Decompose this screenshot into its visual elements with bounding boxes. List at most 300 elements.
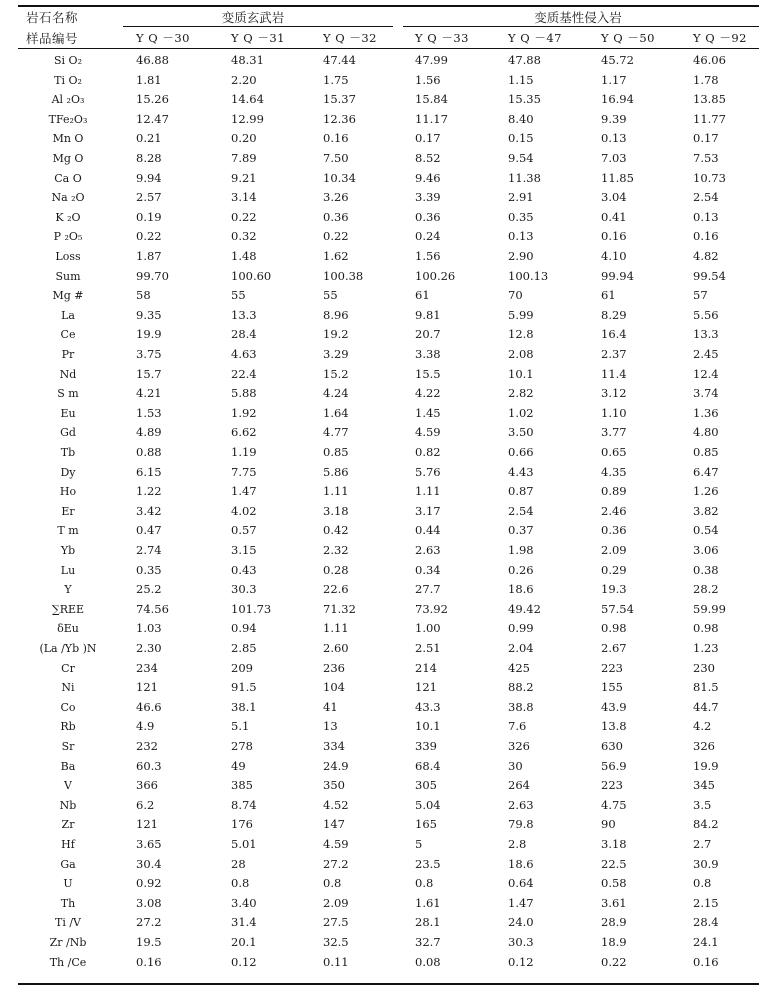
table-cell: 8.40 (508, 111, 534, 126)
table-cell: 30.4 (136, 856, 162, 871)
table-cell: 234 (136, 660, 158, 675)
table-cell: 0.26 (508, 562, 534, 577)
table-cell: 24.9 (323, 758, 349, 773)
table-cell: 6.62 (231, 425, 257, 440)
table-cell: 46.06 (693, 53, 726, 67)
table-cell: 4.75 (601, 797, 627, 812)
table-cell: 9.46 (415, 170, 441, 185)
table-cell: 2.08 (508, 347, 534, 361)
table-cell: 81.5 (693, 680, 719, 695)
table-cell: 0.16 (693, 229, 719, 244)
table-cell: 3.12 (601, 386, 627, 401)
table-cell: 0.88 (136, 445, 162, 459)
table-cell: 2.54 (508, 503, 534, 518)
table-cell: 0.29 (601, 562, 627, 577)
table-cell: 11.4 (601, 366, 627, 381)
row-label: TFe₂O₃ (48, 112, 88, 126)
table-cell: 1.75 (323, 72, 349, 87)
table-cell: 0.22 (323, 229, 349, 244)
table-cell: 0.87 (508, 484, 534, 499)
table-cell: 1.23 (693, 641, 719, 655)
table-cell: 2.7 (693, 837, 712, 851)
row-label: Na ₂O (51, 191, 85, 205)
table-cell: 12.8 (508, 327, 534, 342)
table-cell: 0.19 (136, 209, 162, 224)
table-cell: 2.54 (693, 190, 719, 205)
table-cell: 48.31 (231, 53, 264, 67)
table-cell: 3.08 (136, 895, 162, 910)
table-cell: 12.99 (231, 111, 264, 126)
table-cell: 6.15 (136, 464, 162, 479)
row-label: Tb (60, 446, 76, 459)
group-underline-1 (123, 26, 393, 27)
table-cell: 0.37 (508, 523, 534, 538)
table-cell: 44.7 (693, 699, 719, 714)
table-cell: 61 (601, 288, 616, 303)
table-cell: 1.81 (136, 72, 162, 87)
table-cell: 2.30 (136, 641, 162, 655)
table-cell: 4.21 (136, 386, 162, 401)
table-cell: 49.42 (508, 601, 541, 616)
table-cell: 0.36 (601, 523, 627, 538)
table-cell: 2.15 (693, 895, 719, 910)
table-cell: 1.87 (136, 249, 162, 263)
table-cell: 1.11 (415, 484, 441, 499)
row-label: T m (57, 524, 79, 538)
table-cell: 68.4 (415, 758, 441, 773)
table-cell: 0.98 (601, 621, 627, 636)
group-header-metabasalt: 变质玄武岩 (221, 10, 285, 25)
table-cell: 0.43 (231, 562, 257, 577)
table-cell: 24.0 (508, 915, 534, 930)
table-cell: 3.61 (601, 895, 627, 910)
table-cell: 27.7 (415, 582, 441, 597)
table-cell: 3.40 (231, 895, 257, 910)
table-cell: 3.26 (323, 190, 349, 205)
table-cell: 0.22 (136, 229, 162, 244)
table-cell: 100.60 (231, 268, 272, 283)
table-cell: 305 (415, 778, 437, 793)
table-cell: 0.13 (508, 229, 534, 244)
table-cell: 0.16 (136, 954, 162, 969)
table-cell: 4.9 (136, 719, 155, 734)
table-cell: 8.96 (323, 307, 349, 322)
row-label: Hf (61, 838, 75, 851)
row-label: Mg # (52, 289, 84, 303)
table-cell: 0.36 (415, 209, 441, 224)
row-label: ∑REE (51, 602, 85, 616)
table-cell: 2.45 (693, 347, 719, 361)
table-cell: 100.26 (415, 268, 456, 283)
row-label: Sum (55, 269, 81, 283)
table-cell: 56.9 (601, 758, 627, 773)
table-cell: 0.65 (601, 445, 627, 459)
table-cell: 165 (415, 817, 437, 832)
table-cell: 334 (323, 739, 345, 753)
table-cell: 74.56 (136, 601, 169, 616)
table-cell: 19.9 (136, 327, 162, 342)
table-cell: 41 (323, 699, 338, 714)
table-cell: 0.41 (601, 209, 627, 224)
table-cell: 0.42 (323, 523, 349, 538)
table-cell: 15.7 (136, 366, 162, 381)
row-label: S m (57, 387, 79, 401)
table-cell: 0.22 (601, 954, 627, 969)
table-cell: 0.13 (693, 209, 719, 224)
table-cell: 232 (136, 739, 158, 753)
table-cell: 1.47 (231, 484, 257, 499)
row-label: Si O₂ (54, 54, 82, 67)
table-cell: 425 (508, 660, 530, 675)
table-cell: 47.99 (415, 53, 448, 67)
table-cell: 4.35 (601, 464, 627, 479)
table-cell: 30 (508, 758, 523, 773)
table-cell: 1.64 (323, 405, 349, 420)
table-cell: 1.11 (323, 484, 349, 499)
row-label: Mn O (52, 132, 84, 146)
table-cell: 3.29 (323, 347, 349, 361)
table-cell: 84.2 (693, 817, 719, 832)
row-label: Lu (60, 563, 76, 577)
row-label: K ₂O (55, 210, 81, 224)
table-cell: 3.77 (601, 425, 627, 440)
table-cell: 2.91 (508, 190, 534, 205)
sample-id-header: Y Q －30 (136, 31, 190, 45)
table-cell: 7.89 (231, 151, 257, 165)
table-cell: 22.6 (323, 582, 349, 597)
table-cell: 30.3 (231, 582, 257, 597)
table-cell: 0.8 (693, 876, 712, 891)
table-cell: 4.24 (323, 386, 349, 401)
table-cell: 4.77 (323, 425, 349, 440)
sample-id-header: Y Q －33 (415, 31, 469, 45)
table-cell: 5.04 (415, 797, 441, 812)
table-cell: 45.72 (601, 53, 634, 67)
row-label: Rb (60, 720, 76, 734)
table-cell: 0.32 (231, 229, 257, 244)
row-label: Ti /V (54, 916, 81, 930)
table-cell: 47.44 (323, 53, 356, 67)
table-cell: 20.1 (231, 935, 257, 949)
table-cell: 10.73 (693, 170, 726, 185)
table-cell: 9.35 (136, 307, 162, 322)
table-cell: 4.43 (508, 464, 534, 479)
table-cell: 630 (601, 739, 623, 753)
table-cell: 11.38 (508, 170, 541, 185)
table-cell: 18.9 (601, 935, 627, 949)
table-cell: 3.65 (136, 837, 162, 851)
table-cell: 4.22 (415, 386, 441, 401)
table-cell: 326 (693, 739, 715, 753)
table-cell: 1.48 (231, 249, 257, 263)
table-cell: 71.32 (323, 601, 356, 616)
row-label: Cr (61, 661, 75, 675)
table-cell: 0.66 (508, 445, 534, 459)
row-label: Y (64, 583, 72, 597)
table-cell: 176 (231, 817, 253, 832)
table-cell: 12.4 (693, 366, 719, 381)
table-cell: 1.53 (136, 405, 162, 420)
table-cell: 5.76 (415, 464, 441, 479)
table-cell: 345 (693, 778, 715, 793)
table-cell: 27.5 (323, 915, 349, 930)
row-label: Th /Ce (49, 955, 87, 969)
header-rule (18, 48, 759, 49)
table-cell: 91.5 (231, 680, 257, 695)
table-cell: 0.85 (323, 445, 349, 459)
table-cell: 27.2 (136, 915, 162, 930)
table-cell: 2.8 (508, 837, 527, 851)
table-cell: 5.56 (693, 307, 719, 322)
table-cell: 3.75 (136, 347, 162, 361)
table-cell: 0.16 (601, 229, 627, 244)
table-cell: 31.4 (231, 915, 257, 930)
table-cell: 88.2 (508, 680, 534, 695)
row-label: La (61, 308, 75, 322)
table-cell: 2.74 (136, 543, 162, 557)
table-cell: 5.86 (323, 464, 349, 479)
table-cell: 1.11 (323, 621, 349, 636)
table-cell: 0.82 (415, 445, 441, 459)
table-cell: 223 (601, 778, 623, 793)
table-cell: 1.26 (693, 484, 719, 499)
table-cell: 11.77 (693, 111, 726, 126)
table-cell: 1.45 (415, 405, 441, 420)
table-cell: 0.11 (323, 954, 349, 969)
table-cell: 27.2 (323, 856, 349, 871)
table-cell: 10.1 (415, 719, 441, 734)
table-cell: 90 (601, 817, 616, 832)
row-label: Pr (61, 348, 75, 361)
table-cell: 1.10 (601, 405, 627, 420)
table-cell: 55 (231, 288, 246, 303)
table-cell: 155 (601, 680, 623, 695)
table-cell: 28.9 (601, 915, 627, 930)
top-rule (18, 5, 759, 7)
table-cell: 24.1 (693, 935, 719, 949)
table-cell: 10.34 (323, 170, 356, 185)
table-cell: 30.9 (693, 856, 719, 871)
table-cell: 236 (323, 660, 345, 675)
table-cell: 0.44 (415, 523, 441, 538)
table-cell: 3.15 (231, 543, 257, 557)
table-cell: 3.06 (693, 543, 719, 557)
row-label: Gd (60, 426, 76, 440)
table-cell: 9.54 (508, 151, 534, 165)
table-cell: 2.04 (508, 641, 534, 655)
table-cell: 104 (323, 680, 345, 695)
table-cell: 5.1 (231, 719, 250, 734)
table-cell: 121 (136, 680, 158, 695)
table-cell: 6.2 (136, 797, 155, 812)
table-cell: 28.2 (693, 582, 719, 597)
table-cell: 22.5 (601, 856, 627, 871)
row-label: Th (60, 896, 76, 910)
sample-id-header: Y Q －92 (693, 31, 747, 45)
table-cell: 4.80 (693, 425, 719, 440)
sample-no-header: 样品编号 (26, 31, 79, 46)
row-label: Ti O₂ (54, 73, 82, 87)
table-cell: 38.8 (508, 699, 534, 714)
table-cell: 16.94 (601, 92, 634, 107)
table-cell: 5.99 (508, 307, 534, 322)
table-cell: 3.14 (231, 190, 257, 205)
table-cell: 18.6 (508, 856, 534, 871)
table-cell: 9.39 (601, 111, 627, 126)
row-label: Ga (60, 857, 76, 871)
table-cell: 0.20 (231, 131, 257, 146)
table-cell: 1.22 (136, 484, 162, 499)
table-cell: 0.92 (136, 876, 162, 891)
table-cell: 43.3 (415, 699, 441, 714)
table-cell: 2.67 (601, 641, 627, 655)
table-cell: 3.18 (323, 503, 349, 518)
table-cell: 32.5 (323, 935, 349, 949)
row-label: Ni (61, 681, 75, 695)
table-cell: 19.2 (323, 327, 349, 342)
table-cell: 46.88 (136, 53, 169, 67)
table-cell: 0.36 (323, 209, 349, 224)
table-cell: 0.98 (693, 621, 719, 636)
table-cell: 43.9 (601, 699, 627, 714)
table-cell: 55 (323, 288, 338, 303)
table-cell: 1.56 (415, 72, 441, 87)
table-cell: 7.53 (693, 151, 719, 165)
rock-name-header: 岩石名称 (26, 10, 79, 25)
table-cell: 7.75 (231, 464, 257, 479)
group-underline-2 (403, 26, 759, 27)
table-cell: 18.6 (508, 582, 534, 597)
row-label: Eu (60, 406, 76, 420)
table-cell: 79.8 (508, 817, 534, 832)
table-cell: 214 (415, 660, 437, 675)
table-cell: 326 (508, 739, 530, 753)
table-cell: 7.03 (601, 151, 627, 165)
row-label: U (63, 877, 73, 891)
row-label: δEu (57, 622, 79, 636)
table-cell: 19.9 (693, 758, 719, 773)
row-label: Zr /Nb (49, 936, 87, 949)
table-cell: 5.88 (231, 386, 257, 401)
sample-id-header: Y Q －32 (323, 31, 377, 45)
table-cell: 4.52 (323, 797, 349, 812)
table-cell: 4.59 (323, 837, 349, 851)
table-cell: 3.17 (415, 503, 441, 518)
row-label: Dy (60, 465, 76, 479)
table-cell: 3.74 (693, 386, 719, 401)
table-cell: 3.39 (415, 190, 441, 205)
table-cell: 46.6 (136, 699, 162, 714)
bottom-rule (18, 983, 759, 985)
table-cell: 1.36 (693, 405, 719, 420)
table-cell: 2.85 (231, 641, 257, 655)
table-cell: 70 (508, 288, 523, 303)
table-cell: 13.3 (231, 307, 257, 322)
table-cell: 3.18 (601, 837, 627, 851)
table-cell: 99.70 (136, 268, 169, 283)
row-label: Sr (61, 740, 75, 753)
row-label: Yb (60, 544, 76, 557)
table-cell: 0.08 (415, 954, 441, 969)
table-cell: 0.94 (231, 621, 257, 636)
table-cell: 0.13 (601, 131, 627, 146)
table-cell: 4.02 (231, 503, 257, 518)
table-cell: 4.2 (693, 719, 712, 734)
table-cell: 3.5 (693, 797, 712, 812)
row-label: Al ₂O₃ (51, 93, 85, 107)
row-label: Loss (55, 250, 81, 263)
table-cell: 16.4 (601, 327, 627, 342)
table-cell: 0.15 (508, 131, 534, 146)
table-cell: 1.19 (231, 445, 257, 459)
table-cell: 1.61 (415, 895, 441, 910)
table-cell: 121 (415, 680, 437, 695)
table-cell: 0.24 (415, 229, 441, 244)
table-cell: 0.22 (231, 209, 257, 224)
table-cell: 3.38 (415, 347, 441, 361)
table-cell: 0.54 (693, 523, 719, 538)
row-label: Zr (61, 818, 75, 832)
table-cell: 10.1 (508, 366, 534, 381)
sample-id-header: Y Q －31 (231, 31, 285, 45)
table-cell: 4.82 (693, 249, 719, 263)
table-cell: 60.3 (136, 758, 162, 773)
table-cell: 2.60 (323, 641, 349, 655)
table-cell: 12.36 (323, 111, 356, 126)
table-cell: 15.37 (323, 92, 356, 107)
table-cell: 0.16 (323, 131, 349, 146)
group-header-metabasic-intrusive: 变质基性侵入岩 (534, 10, 622, 25)
table-cell: 1.92 (231, 405, 257, 420)
table-cell: 7.50 (323, 151, 349, 165)
table-cell: 2.09 (323, 895, 349, 910)
table-cell: 264 (508, 778, 530, 793)
table-cell: 25.2 (136, 582, 162, 597)
table-cell: 1.47 (508, 895, 534, 910)
row-label: P ₂O₅ (53, 230, 83, 244)
table-cell: 2.57 (136, 190, 162, 205)
table-cell: 3.82 (693, 503, 719, 518)
table-cell: 9.21 (231, 170, 257, 185)
table-cell: 1.17 (601, 72, 627, 87)
table-cell: 0.16 (693, 954, 719, 969)
table-cell: 2.63 (415, 543, 441, 557)
table-cell: 0.64 (508, 876, 534, 891)
table-cell: 223 (601, 660, 623, 675)
table-cell: 28.4 (231, 327, 257, 342)
table-cell: 9.94 (136, 170, 162, 185)
table-cell: 278 (231, 739, 253, 753)
table-cell: 4.63 (231, 347, 257, 361)
table-cell: 28 (231, 856, 246, 871)
table-cell: 15.5 (415, 366, 441, 381)
table-cell: 1.15 (508, 72, 534, 87)
table-cell: 3.04 (601, 190, 627, 205)
table-cell: 2.46 (601, 503, 627, 518)
table-cell: 0.89 (601, 484, 627, 499)
table-cell: 13 (323, 719, 338, 734)
table-cell: 0.47 (136, 523, 162, 538)
table-cell: 8.74 (231, 797, 257, 812)
table-cell: 0.34 (415, 562, 441, 577)
sample-id-header: Y Q －50 (601, 31, 655, 45)
table-cell: 13.8 (601, 719, 627, 734)
table-cell: 15.26 (136, 92, 169, 107)
row-label: (La /Yb )N (39, 642, 97, 655)
row-label: Nd (59, 367, 77, 381)
table-cell: 350 (323, 778, 345, 793)
table-cell: 28.4 (693, 915, 719, 930)
